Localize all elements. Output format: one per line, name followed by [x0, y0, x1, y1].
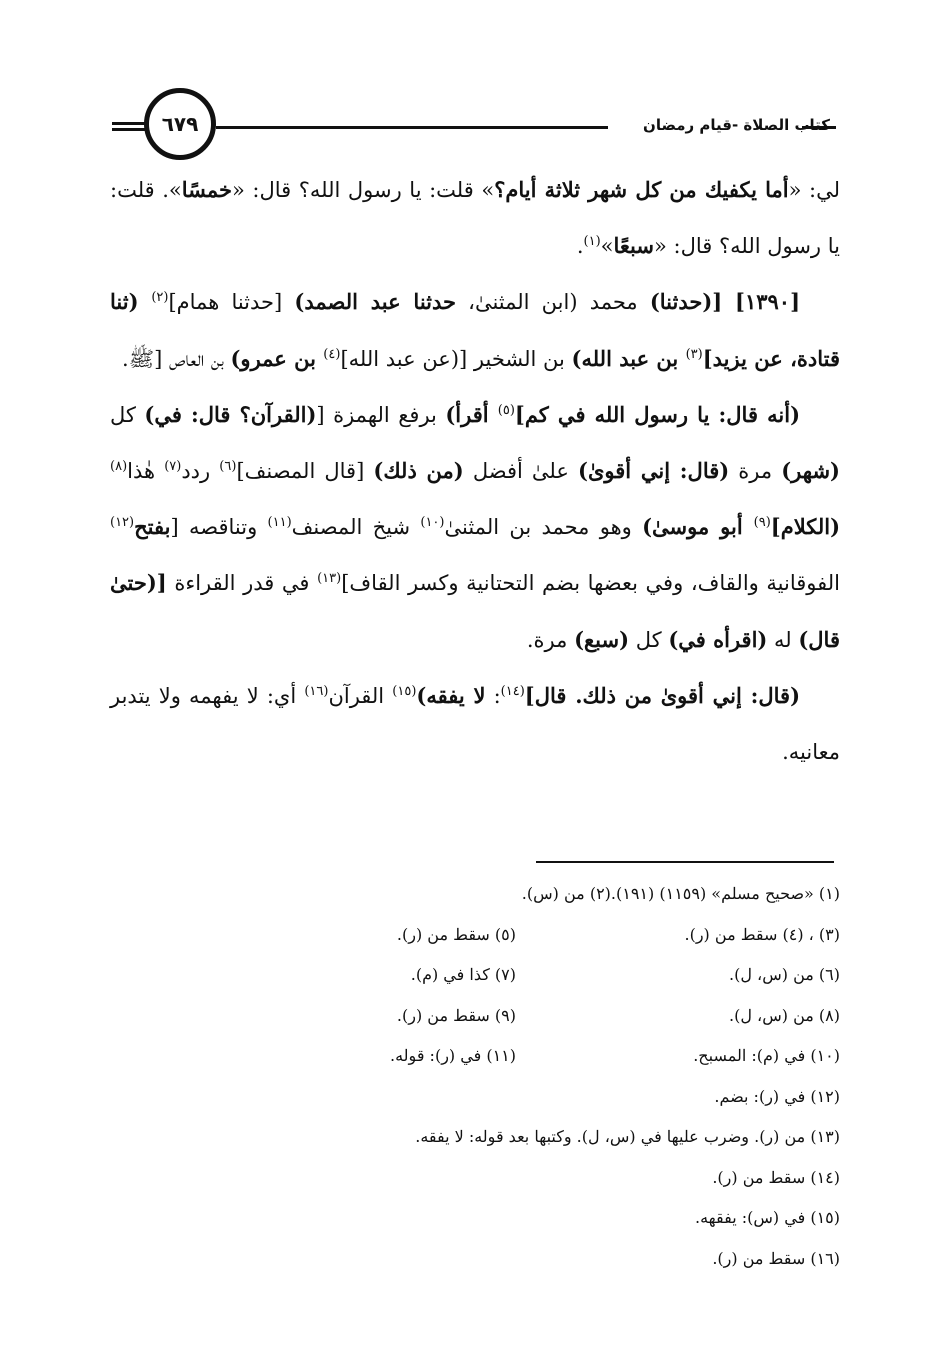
footnote-ref: (١٦)	[304, 683, 329, 699]
footnote-row	[110, 1117, 840, 1158]
footnote-row	[110, 1036, 840, 1077]
footnotes	[110, 874, 840, 1279]
footnote-ref: (٤)	[323, 346, 341, 362]
paragraph-2	[110, 274, 840, 386]
header-rule-right	[216, 126, 608, 129]
text-run: القرآن	[328, 683, 393, 708]
footnote-row	[110, 1198, 840, 1239]
hadith-text: (شهر)	[781, 458, 840, 484]
text-run: وهو محمد بن المثنىٰ	[444, 515, 643, 540]
page-number: ٦٧٩	[161, 112, 199, 136]
footnote-3: (٣) ، (٤) سقط من (ر).	[684, 924, 840, 944]
footnote-row	[110, 1158, 840, 1199]
text-run: في قدر القراءة	[166, 571, 318, 596]
hadith-text: بن عبد الله)	[571, 345, 686, 371]
text-run: هٰذا	[127, 459, 165, 484]
footnote-ref: (١١)	[267, 515, 292, 531]
text-run: لي: «	[788, 178, 840, 202]
footnote-ref: (٢)	[151, 290, 169, 306]
footnote-ref: (٨)	[110, 459, 128, 475]
hadith-text: (قال: إني أقوىٰ)	[578, 458, 730, 484]
text-run: بن العاص [ﷺ.	[122, 346, 231, 371]
text-run: »	[600, 234, 614, 259]
text-run: :	[485, 683, 501, 708]
paragraph-3	[110, 387, 840, 668]
footnote-ref: (٦)	[219, 459, 237, 475]
footnote-ref: (١٥)	[392, 683, 417, 699]
hadith-text: (سبع)	[574, 626, 630, 652]
footnote-ref: (١٤)	[500, 683, 525, 699]
text-run: مرة	[729, 459, 782, 484]
hadith-text: (قال: إني أقوىٰ من ذلك. قال]	[524, 682, 801, 708]
text-run: علىٰ أفضل	[463, 459, 579, 484]
text-run: ». قلت: يا رسول الله؟ قال: «	[110, 178, 840, 259]
text-run: كل	[629, 627, 669, 652]
paragraph-1	[110, 162, 840, 274]
footnote-12: (١٢) في (ر): بضم.	[714, 1086, 840, 1106]
hadith-text: (القرآن؟ قال: في)	[144, 401, 317, 427]
footnote-6: (٦) من (س، ل).	[729, 965, 840, 984]
footnote-11: (١١) في (ر): قوله.	[390, 1046, 516, 1065]
footnote-ref: (١٠)	[420, 515, 445, 531]
hadith-text: (أنه قال: يا رسول الله في كم]	[514, 401, 801, 427]
text-run: محمد (ابن المثنىٰ،	[456, 290, 650, 315]
text-run: برفع الهمزة [	[316, 402, 446, 427]
text-run: » قلت: يا رسول الله؟ قال: «	[232, 178, 495, 202]
text-run: بن الشخير [(عن عبد الله]	[340, 346, 572, 371]
hadith-number: [١٣٩٠] [(حدثنا)	[649, 289, 801, 315]
hadith-text: (اقرأه في)	[668, 626, 768, 652]
footnote-ref: (١٢)	[110, 515, 135, 531]
hadith-text: أبو موسىٰ)	[642, 514, 754, 540]
hadith-quote: سبعًا	[613, 233, 654, 259]
text-run: [قال المصنف]	[236, 459, 374, 484]
text-run: ردد	[181, 459, 220, 484]
text-run: وتناقصه [	[170, 515, 268, 540]
header-rule-left	[112, 122, 146, 125]
footnote-ref: (٩)	[753, 515, 771, 531]
text-run: .	[576, 234, 584, 259]
hadith-quote: أما يكفيك من كل شهر ثلاثة أيام؟	[494, 177, 789, 202]
footnote-7: (٧) كذا في (م).	[410, 965, 516, 984]
footnote-5: (٥) سقط من (ر).	[396, 924, 516, 944]
hadith-text: بفتح	[134, 514, 171, 540]
footnote-ref: (٧)	[164, 459, 182, 475]
chapter-title: كتاب الصلاة -قيام رمضان	[643, 116, 830, 134]
footnote-row	[110, 1239, 840, 1280]
text-run: الفوقانية والقاف، وفي بعضها بضم التحتانية وكسر القاف]	[341, 571, 840, 596]
footnote-row	[110, 874, 840, 915]
footnote-16: (١٦) سقط من (ر).	[712, 1248, 840, 1268]
paragraph-4	[110, 668, 840, 780]
hadith-text: حدثنا عبد الصمد)	[294, 289, 457, 315]
footnote-ref: (٣)	[685, 346, 703, 362]
hadith-text: (الكلام]	[770, 514, 840, 540]
hadith-text: لا يفقه)	[416, 682, 486, 708]
footnote-separator	[536, 861, 834, 863]
footnote-14: (١٤) سقط من (ر).	[712, 1167, 840, 1187]
footnote-10: (١٠) في (م): المسبح.	[693, 1046, 840, 1065]
footnote-9: (٩) سقط من (ر).	[396, 1005, 516, 1025]
header-rule-left-2	[112, 128, 146, 131]
footnote-15: (١٥) في (س): يفقهه.	[694, 1208, 840, 1227]
footnote-ref: (١٣)	[317, 571, 342, 587]
text-run: كل	[110, 402, 145, 427]
page-number-badge	[144, 88, 216, 160]
text-run: شيخ المصنف	[291, 515, 421, 540]
footnote-ref: (١)	[583, 234, 601, 250]
footnote-row	[110, 955, 840, 996]
footnote-row	[110, 996, 840, 1037]
text-run: له	[767, 627, 799, 652]
hadith-text: بن عمرو)	[230, 345, 324, 371]
hadith-text: (ثنا قتادة، عن يزيد]	[110, 289, 840, 371]
footnote-8: (٨) من (س، ل).	[729, 1005, 840, 1025]
hadith-text: [(حتىٰ قال)	[110, 570, 840, 652]
main-text	[110, 162, 840, 780]
hadith-text: (من ذلك)	[373, 458, 464, 484]
hadith-text: أقرأ)	[445, 401, 498, 427]
text-run: مرة.	[526, 627, 575, 652]
hadith-quote: خمسًا	[181, 177, 233, 202]
footnote-1: (١) «صحيح مسلم» (١١٥٩) (١٩١).(٢) من (س).	[521, 884, 840, 903]
text-run: أي: لا يفهمه ولا يتدبر معانيه.	[110, 683, 840, 765]
text-run: [حدثنا همام]	[168, 290, 295, 315]
footnote-ref: (٥)	[497, 402, 515, 418]
footnote-row	[110, 1077, 840, 1118]
footnote-13: (١٣) من (ر). وضرب عليها في (س، ل). وكتبها بعد قوله: لا يفقه.	[415, 1127, 840, 1146]
footnote-row	[110, 915, 840, 956]
